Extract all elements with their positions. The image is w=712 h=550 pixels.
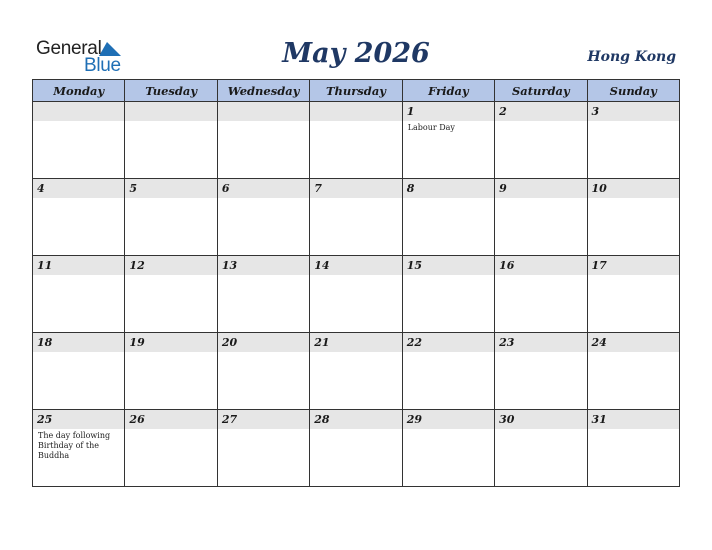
day-cell bbox=[33, 333, 125, 410]
day-number: 10 bbox=[588, 179, 679, 198]
day-cell bbox=[587, 179, 679, 256]
week-row bbox=[33, 256, 680, 333]
day-number: 3 bbox=[588, 102, 679, 121]
day-number: 24 bbox=[588, 333, 679, 352]
day-cell bbox=[310, 410, 402, 487]
day-cell bbox=[495, 410, 587, 487]
day-number: 1 bbox=[403, 102, 494, 121]
day-number: 31 bbox=[588, 410, 679, 429]
day-cell bbox=[217, 102, 309, 179]
day-cell bbox=[310, 179, 402, 256]
day-number: 20 bbox=[218, 333, 309, 352]
day-number: 21 bbox=[310, 333, 401, 352]
week-row bbox=[33, 102, 680, 179]
day-cell bbox=[402, 179, 494, 256]
weekday-header: Monday bbox=[33, 80, 125, 102]
weekday-header: Thursday bbox=[310, 80, 402, 102]
day-cell bbox=[33, 179, 125, 256]
day-number: 14 bbox=[310, 256, 401, 275]
day-cell bbox=[402, 102, 494, 179]
day-cell bbox=[495, 333, 587, 410]
day-number bbox=[125, 102, 216, 121]
day-cell bbox=[33, 256, 125, 333]
region-label: Hong Kong bbox=[587, 49, 676, 65]
day-number: 19 bbox=[125, 333, 216, 352]
day-number: 2 bbox=[495, 102, 586, 121]
week-row bbox=[33, 410, 680, 487]
day-number bbox=[310, 102, 401, 121]
week-row bbox=[33, 333, 680, 410]
day-cell bbox=[310, 102, 402, 179]
day-cell bbox=[217, 333, 309, 410]
day-number: 22 bbox=[403, 333, 494, 352]
weekday-header: Sunday bbox=[587, 80, 679, 102]
day-number: 6 bbox=[218, 179, 309, 198]
day-number: 9 bbox=[495, 179, 586, 198]
day-cell bbox=[217, 179, 309, 256]
day-cell bbox=[495, 179, 587, 256]
holiday-label: Labour Day bbox=[407, 123, 455, 132]
day-cell bbox=[495, 256, 587, 333]
weekday-header: Tuesday bbox=[125, 80, 217, 102]
calendar-title: May 2026 bbox=[282, 38, 430, 69]
day-number: 7 bbox=[310, 179, 401, 198]
day-number: 26 bbox=[125, 410, 216, 429]
day-number: 12 bbox=[125, 256, 216, 275]
day-cell bbox=[125, 256, 217, 333]
day-number: 30 bbox=[495, 410, 586, 429]
day-cell bbox=[217, 410, 309, 487]
day-number: 25 bbox=[33, 410, 124, 429]
day-number: 27 bbox=[218, 410, 309, 429]
day-cell bbox=[402, 333, 494, 410]
day-cell bbox=[587, 410, 679, 487]
logo-text-general: General bbox=[36, 38, 102, 59]
day-number: 15 bbox=[403, 256, 494, 275]
day-cell bbox=[125, 333, 217, 410]
day-number: 8 bbox=[403, 179, 494, 198]
weekday-header-row bbox=[33, 80, 680, 102]
day-number: 13 bbox=[218, 256, 309, 275]
day-number: 17 bbox=[588, 256, 679, 275]
day-number: 11 bbox=[33, 256, 124, 275]
weekday-header: Wednesday bbox=[217, 80, 309, 102]
day-cell bbox=[310, 333, 402, 410]
week-row bbox=[33, 179, 680, 256]
day-number: 29 bbox=[403, 410, 494, 429]
holiday-label: The day following Birthday of the Buddha bbox=[38, 431, 111, 460]
logo-text-blue: Blue bbox=[84, 55, 121, 76]
day-cell bbox=[217, 256, 309, 333]
weekday-header: Friday bbox=[402, 80, 494, 102]
day-number: 28 bbox=[310, 410, 401, 429]
day-cell bbox=[495, 102, 587, 179]
day-number: 18 bbox=[33, 333, 124, 352]
day-cell bbox=[33, 410, 125, 487]
day-number bbox=[218, 102, 309, 121]
day-number: 23 bbox=[495, 333, 586, 352]
day-cell bbox=[402, 410, 494, 487]
day-number: 4 bbox=[33, 179, 124, 198]
day-cell bbox=[310, 256, 402, 333]
day-cell bbox=[33, 102, 125, 179]
day-cell bbox=[402, 256, 494, 333]
day-number: 5 bbox=[125, 179, 216, 198]
day-cell bbox=[125, 410, 217, 487]
day-cell bbox=[587, 256, 679, 333]
calendar-grid bbox=[32, 79, 680, 487]
day-number: 16 bbox=[495, 256, 586, 275]
day-cell bbox=[125, 179, 217, 256]
day-number bbox=[33, 102, 124, 121]
day-cell bbox=[587, 102, 679, 179]
weekday-header: Saturday bbox=[495, 80, 587, 102]
day-cell bbox=[125, 102, 217, 179]
day-cell bbox=[587, 333, 679, 410]
